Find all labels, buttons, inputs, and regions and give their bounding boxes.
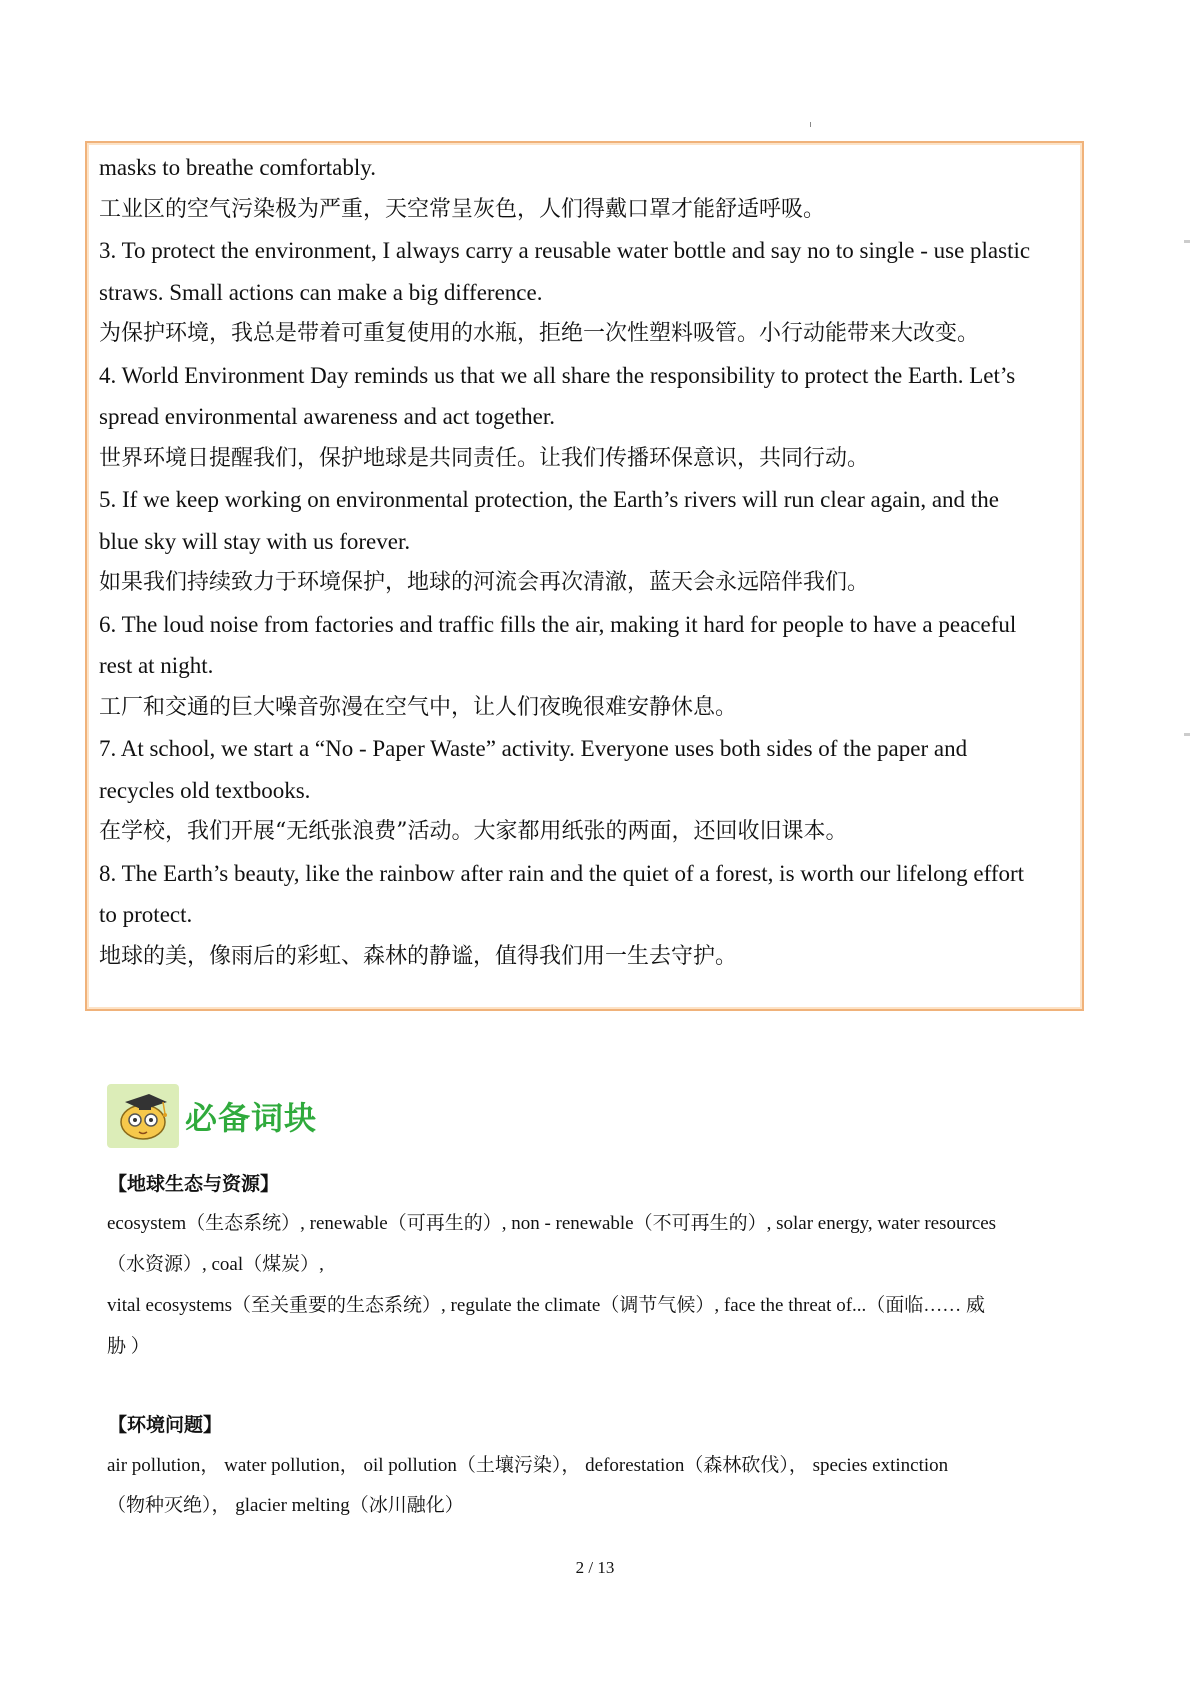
page-number: 2 / 13	[575, 1558, 615, 1577]
sentence-line: 如果我们持续致力于环境保护，地球的河流会再次清澈，蓝天会永远陪伴我们。	[99, 570, 870, 595]
vocab-line: vital ecosystems（至关重要的生态系统）, regulate the climate（调节气候）, face the threat of...（面临…… 威	[107, 1295, 986, 1316]
sentence-line: blue sky will stay with us forever.	[99, 528, 411, 554]
sentence-line: masks to breathe comfortably.	[99, 155, 376, 180]
sentence-line: 工业区的空气污染极为严重，天空常呈灰色，人们得戴口罩才能舒适呼吸。	[99, 196, 826, 222]
group-heading: 【地球生态与资源】	[108, 1173, 280, 1195]
group-heading: 【环境问题】	[108, 1414, 223, 1436]
scan-mark	[1184, 240, 1190, 243]
sentence-line: rest at night.	[99, 653, 214, 678]
vocab-line: air pollution， water pollution， oil pollution（土壤污染）， deforestation（森林砍伐）， species extinction	[107, 1455, 949, 1476]
sentence-line: 5. If we keep working on environmental protection, the Earth’s rivers will run clear again, and the	[99, 487, 999, 512]
sentence-line: 工厂和交通的巨大噪音弥漫在空气中，让人们夜晚很难安静休息。	[99, 694, 738, 720]
sentence-line: spread environmental awareness and act together.	[99, 404, 555, 429]
sentence-line: recycles old textbooks.	[99, 777, 311, 803]
sentence-line: 8. The Earth’s beauty, like the rainbow after rain and the quiet of a forest, is worth our lifelong effort	[99, 860, 1025, 886]
sentence-line: 4. World Environment Day reminds us that we all share the responsibility to protect the Earth. Let’s	[99, 362, 1016, 388]
sentence-line: 7. At school, we start a “No - Paper Waste” activity. Everyone uses both sides of the paper and	[99, 736, 968, 761]
sentence-box	[85, 141, 1084, 1011]
section-title: 必备词块	[185, 1099, 318, 1137]
sentence-line: 6. The loud noise from factories and traffic fills the air, making it hard for people to have a peaceful	[99, 611, 1017, 637]
scan-mark	[1184, 733, 1190, 736]
sentence-line: 在学校，我们开展“无纸张浪费”活动。大家都用纸张的两面，还回收旧课本。	[99, 819, 848, 844]
scan-mark	[810, 122, 811, 127]
section-header	[107, 1083, 317, 1149]
vocab-line: （物种灭绝）， glacier melting（冰川融化）	[107, 1495, 464, 1516]
sentence-line: straws. Small actions can make a big difference.	[99, 279, 543, 305]
sentence-line: 地球的美，像雨后的彩虹、森林的静谧，值得我们用一生去守护。	[99, 943, 738, 969]
vocab-line: ecosystem（生态系统）, renewable（可再生的）, non - renewable（不可再生的）, solar energy, water resources	[107, 1213, 997, 1234]
sentence-line: 世界环境日提醒我们，保护地球是共同责任。让我们传播环保意识，共同行动。	[99, 445, 870, 471]
sentence-line: 为保护环境，我总是带着可重复使用的水瓶，拒绝一次性塑料吸管。小行动能带来大改变。	[99, 321, 980, 346]
scholar-mascot-icon	[107, 1084, 179, 1148]
vocab-line: （水资源）, coal（煤炭）,	[107, 1254, 324, 1275]
sentence-line: to protect.	[99, 902, 193, 927]
sentence-line: 3. To protect the environment, I always carry a reusable water bottle and say no to single - use plastic	[99, 238, 1031, 263]
vocab-line: 胁 ）	[107, 1336, 150, 1357]
